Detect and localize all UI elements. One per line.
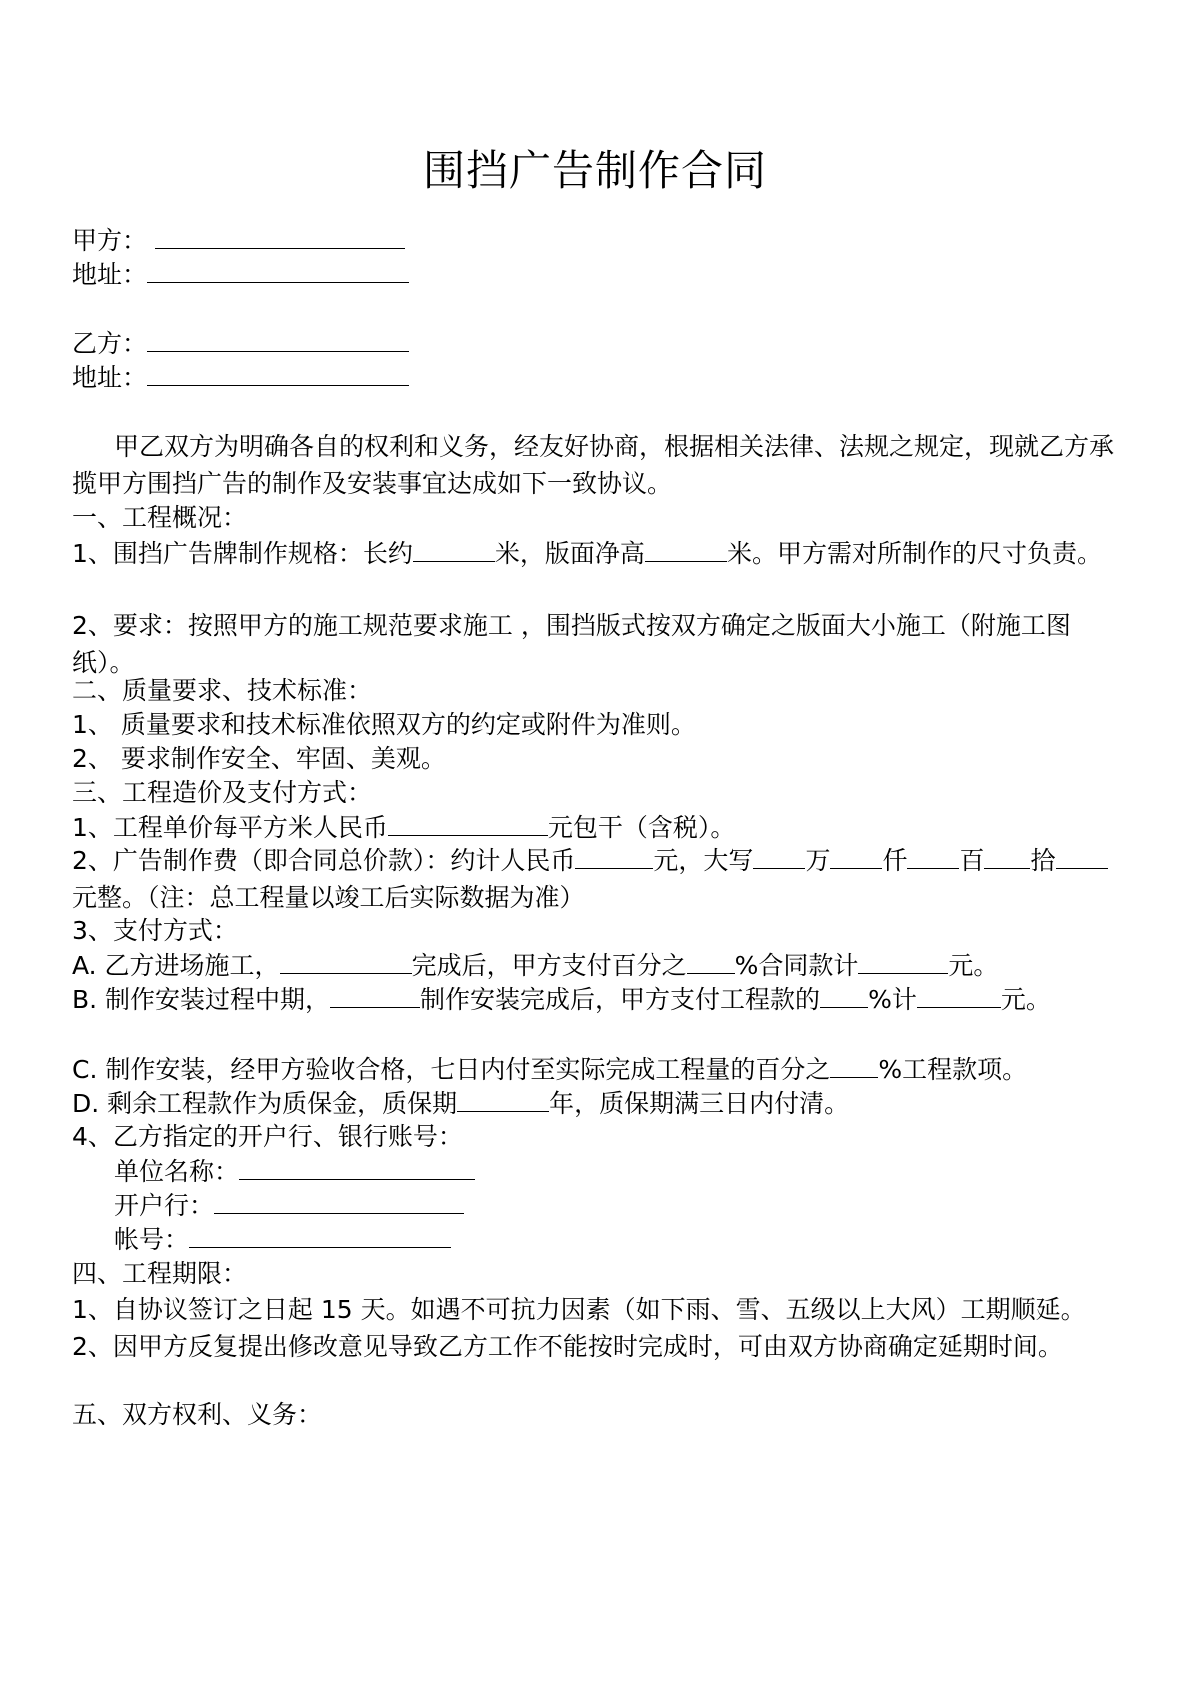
party-b-label: 乙方：	[72, 329, 148, 358]
party-b-line	[72, 325, 409, 362]
payment-d	[72, 1085, 849, 1122]
intro-paragraph: 甲乙双方为明确各自的权利和义务，经友好协商，根据相关法律、法规之规定，现就乙方承揽甲方围挡广告的制作及安装事宜达成如下一致协议。	[72, 432, 1115, 498]
section-1-heading: 一、工程概况：	[72, 503, 248, 532]
payment-c-1: C. 制作安装，经甲方验收合格，七日内付至实际完成工程量的百分之	[72, 1055, 831, 1084]
clause-1-1-a: 1、围挡广告牌制作规格：长约	[72, 539, 413, 568]
payment-b-stage-blank[interactable]	[330, 981, 420, 1008]
payment-a-3: %合同款计	[734, 951, 859, 980]
unit-price-blank[interactable]	[388, 809, 548, 836]
yuan-blank[interactable]	[1056, 842, 1108, 869]
unit-name-line	[114, 1153, 475, 1190]
clause-3-3: 3、支付方式：	[72, 916, 238, 945]
payment-a-4: 元。	[948, 951, 999, 980]
party-a-line	[72, 222, 405, 259]
payment-d-1: D. 剩余工程款作为质保金，质保期	[72, 1089, 458, 1118]
payment-a-stage-blank[interactable]	[280, 947, 412, 974]
clause-3-1-a: 1、工程单价每平方米人民币	[72, 813, 388, 842]
qian-blank[interactable]	[830, 842, 882, 869]
payment-a-2: 完成后，甲方支付百分之	[411, 951, 687, 980]
payment-b-percent-blank[interactable]	[820, 981, 868, 1008]
clause-3-2-f: 拾	[1030, 846, 1056, 875]
clause-4-text: 1、自协议签订之日起 15 天。如遇不可抗力因素（如下雨、雪、五级以上大风）工期顺延。2、因甲方反复提出修改意见导致乙方工作不能按时完成时，可由双方协商确定延期时间。	[72, 1295, 1086, 1361]
section-4-heading: 四、工程期限：	[72, 1259, 248, 1288]
clause-3-2-c: 万	[805, 846, 831, 875]
unit-name-blank[interactable]	[239, 1153, 475, 1180]
clause-3-2	[72, 842, 1120, 916]
warranty-years-blank[interactable]	[457, 1085, 549, 1112]
total-price-blank[interactable]	[575, 842, 653, 869]
shi-blank[interactable]	[984, 842, 1030, 869]
length-blank[interactable]	[413, 535, 495, 562]
section-2-heading: 二、质量要求、技术标准：	[72, 676, 373, 705]
clause-3-4: 4、乙方指定的开户行、银行账号：	[72, 1122, 463, 1151]
clause-3-2-e: 百	[959, 846, 985, 875]
clause-1-1-c: 米。甲方需对所制作的尺寸负责。	[726, 539, 1102, 568]
clause-3-1	[72, 809, 735, 846]
clause-1-2: 2、要求：按照甲方的施工规范要求施工 ，围挡版式按双方确定之版面大小施工（附施工图纸）。	[72, 611, 1071, 677]
party-b-address-label: 地址：	[72, 363, 148, 392]
section-5-heading: 五、双方权利、义务：	[72, 1400, 323, 1429]
unit-name-label: 单位名称：	[114, 1157, 240, 1186]
clause-3-2-d: 仟	[882, 846, 908, 875]
payment-b-amount-blank[interactable]	[917, 981, 1001, 1008]
bank-blank[interactable]	[214, 1187, 464, 1214]
party-a-address-line	[72, 256, 409, 293]
clause-3-1-b: 元包干（含税）。	[547, 813, 736, 842]
clause-3-2-a: 2、广告制作费（即合同总价款）：约计人民币	[72, 846, 576, 875]
party-a-address-label: 地址：	[72, 260, 148, 289]
party-a-blank[interactable]	[155, 222, 405, 249]
account-label: 帐号：	[114, 1225, 190, 1254]
wan-blank[interactable]	[753, 842, 805, 869]
payment-a	[72, 947, 998, 984]
payment-c-2: %工程款项。	[878, 1055, 1028, 1084]
payment-b-2: 制作安装完成后，甲方支付工程款的	[420, 985, 821, 1014]
clause-3-2-g: 元整。（注：总工程量以竣工后实际数据为准）	[72, 883, 585, 912]
party-b-address-line	[72, 359, 409, 396]
payment-a-amount-blank[interactable]	[858, 947, 948, 974]
party-b-address-blank[interactable]	[147, 359, 409, 386]
payment-d-2: 年，质保期满三日内付清。	[549, 1089, 850, 1118]
bank-label: 开户行：	[114, 1191, 215, 1220]
page-title: 围挡广告制作合同	[422, 146, 767, 195]
clause-2-2: 2、 要求制作安全、牢固、美观。	[72, 744, 446, 773]
payment-b-4: 元。	[1000, 985, 1051, 1014]
bai-blank[interactable]	[907, 842, 959, 869]
payment-b-3: %计	[868, 985, 917, 1014]
bank-line	[114, 1187, 464, 1224]
payment-c-percent-blank[interactable]	[830, 1051, 878, 1078]
clause-1-1	[72, 535, 1120, 572]
clause-1-1-b: 米，版面净高	[494, 539, 645, 568]
account-blank[interactable]	[189, 1221, 451, 1248]
payment-b-1: B. 制作安装过程中期，	[72, 985, 331, 1014]
party-b-blank[interactable]	[147, 325, 409, 352]
clause-2-1: 1、 质量要求和技术标准依照双方的约定或附件为准则。	[72, 710, 696, 739]
height-blank[interactable]	[645, 535, 727, 562]
payment-a-percent-blank[interactable]	[687, 947, 735, 974]
party-a-address-blank[interactable]	[147, 256, 409, 283]
party-a-label: 甲方：	[72, 226, 148, 255]
section-3-heading: 三、工程造价及支付方式：	[72, 778, 373, 807]
payment-c	[72, 1051, 1027, 1088]
clause-3-2-b: 元，大写	[653, 846, 754, 875]
payment-b	[72, 981, 1120, 1018]
payment-a-1: A. 乙方进场施工，	[72, 951, 280, 980]
account-line	[114, 1221, 451, 1258]
